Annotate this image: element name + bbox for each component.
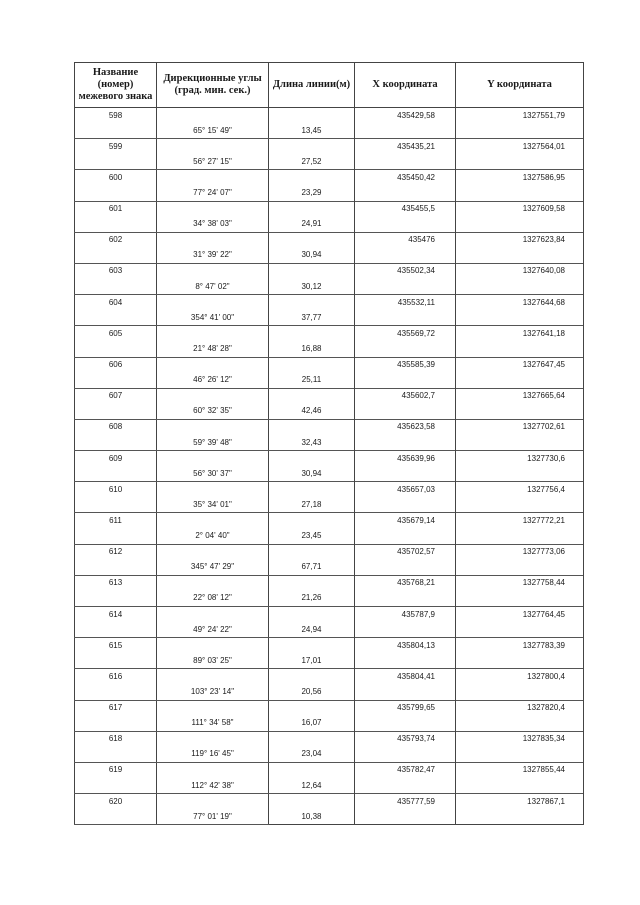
empty-cell <box>75 684 157 700</box>
table-row <box>75 279 584 295</box>
empty-cell <box>157 388 269 404</box>
empty-cell <box>269 482 355 498</box>
direction-angle: 111° 34' 58" <box>157 716 269 732</box>
direction-angle: 77° 24' 07" <box>157 185 269 201</box>
empty-cell <box>269 108 355 124</box>
x-coordinate: 435450,42 <box>355 170 456 186</box>
empty-cell <box>355 747 456 763</box>
line-length: 27,52 <box>269 154 355 170</box>
x-coordinate: 435657,03 <box>355 482 456 498</box>
line-length: 16,88 <box>269 341 355 357</box>
x-coordinate: 435787,9 <box>355 607 456 623</box>
direction-angle: 2° 04' 40" <box>157 529 269 545</box>
y-coordinate: 1327756,4 <box>456 482 584 498</box>
x-coordinate: 435502,34 <box>355 263 456 279</box>
table-row <box>75 575 584 591</box>
empty-cell <box>456 404 584 420</box>
x-coordinate: 435679,14 <box>355 513 456 529</box>
empty-cell <box>269 731 355 747</box>
empty-cell <box>355 154 456 170</box>
point-number: 606 <box>75 357 157 373</box>
x-coordinate: 435702,57 <box>355 544 456 560</box>
y-coordinate: 1327772,21 <box>456 513 584 529</box>
y-coordinate: 1327609,58 <box>456 201 584 217</box>
empty-cell <box>456 622 584 638</box>
table-row <box>75 373 584 389</box>
table-row <box>75 638 584 654</box>
x-coordinate: 435435,21 <box>355 139 456 155</box>
empty-cell <box>75 279 157 295</box>
y-coordinate: 1327783,39 <box>456 638 584 654</box>
table-row <box>75 357 584 373</box>
empty-cell <box>157 669 269 685</box>
point-number: 612 <box>75 544 157 560</box>
empty-cell <box>355 404 456 420</box>
x-coordinate: 435782,47 <box>355 762 456 778</box>
direction-angle: 22° 08' 12" <box>157 591 269 607</box>
line-length: 12,64 <box>269 778 355 794</box>
table-row <box>75 762 584 778</box>
empty-cell <box>157 295 269 311</box>
table-row <box>75 139 584 155</box>
table-row <box>75 263 584 279</box>
empty-cell <box>157 263 269 279</box>
direction-angle: 345° 47' 29" <box>157 560 269 576</box>
empty-cell <box>456 529 584 545</box>
empty-cell <box>75 248 157 264</box>
y-coordinate: 1327702,61 <box>456 419 584 435</box>
empty-cell <box>157 544 269 560</box>
direction-angle: 119° 16' 45" <box>157 747 269 763</box>
empty-cell <box>269 201 355 217</box>
empty-cell <box>157 201 269 217</box>
table-row <box>75 700 584 716</box>
line-length: 17,01 <box>269 653 355 669</box>
table-row <box>75 622 584 638</box>
empty-cell <box>75 373 157 389</box>
direction-angle: 354° 41' 00" <box>157 310 269 326</box>
y-coordinate: 1327623,84 <box>456 232 584 248</box>
x-coordinate: 435793,74 <box>355 731 456 747</box>
empty-cell <box>355 123 456 139</box>
line-length: 20,56 <box>269 684 355 700</box>
header-y: Y координата <box>456 63 584 108</box>
header-length: Длина линии(м) <box>269 63 355 108</box>
empty-cell <box>456 716 584 732</box>
empty-cell <box>269 388 355 404</box>
empty-cell <box>157 762 269 778</box>
point-number: 609 <box>75 451 157 467</box>
line-length: 23,29 <box>269 185 355 201</box>
line-length: 13,45 <box>269 123 355 139</box>
empty-cell <box>269 700 355 716</box>
line-length: 67,71 <box>269 560 355 576</box>
empty-cell <box>355 653 456 669</box>
empty-cell <box>269 638 355 654</box>
empty-cell <box>269 419 355 435</box>
table-row <box>75 809 584 825</box>
y-coordinate: 1327641,18 <box>456 326 584 342</box>
empty-cell <box>456 279 584 295</box>
direction-angle: 31° 39' 22" <box>157 248 269 264</box>
empty-cell <box>269 544 355 560</box>
y-coordinate: 1327665,64 <box>456 388 584 404</box>
empty-cell <box>157 513 269 529</box>
point-number: 604 <box>75 295 157 311</box>
table-row <box>75 669 584 685</box>
table-row <box>75 419 584 435</box>
point-number: 610 <box>75 482 157 498</box>
direction-angle: 103° 23' 14" <box>157 684 269 700</box>
empty-cell <box>456 248 584 264</box>
y-coordinate: 1327730,6 <box>456 451 584 467</box>
x-coordinate: 435804,41 <box>355 669 456 685</box>
header-name: Название (номер) межевого знака <box>75 63 157 108</box>
direction-angle: 60° 32' 35" <box>157 404 269 420</box>
empty-cell <box>157 419 269 435</box>
table-row <box>75 684 584 700</box>
table-row <box>75 123 584 139</box>
line-length: 16,07 <box>269 716 355 732</box>
x-coordinate: 435777,59 <box>355 794 456 810</box>
empty-cell <box>75 591 157 607</box>
table-row <box>75 170 584 186</box>
empty-cell <box>456 435 584 451</box>
header-x: X координата <box>355 63 456 108</box>
line-length: 25,11 <box>269 373 355 389</box>
empty-cell <box>355 279 456 295</box>
x-coordinate: 435569,72 <box>355 326 456 342</box>
y-coordinate: 1327855,44 <box>456 762 584 778</box>
empty-cell <box>75 622 157 638</box>
empty-cell <box>355 497 456 513</box>
table-row <box>75 482 584 498</box>
table-row <box>75 341 584 357</box>
empty-cell <box>75 653 157 669</box>
y-coordinate: 1327564,01 <box>456 139 584 155</box>
table-row <box>75 529 584 545</box>
empty-cell <box>269 170 355 186</box>
empty-cell <box>157 451 269 467</box>
y-coordinate: 1327800,4 <box>456 669 584 685</box>
table-row <box>75 747 584 763</box>
direction-angle: 65° 15' 49" <box>157 123 269 139</box>
empty-cell <box>355 185 456 201</box>
empty-cell <box>75 716 157 732</box>
table-row <box>75 404 584 420</box>
line-length: 32,43 <box>269 435 355 451</box>
empty-cell <box>157 326 269 342</box>
empty-cell <box>456 466 584 482</box>
empty-cell <box>157 139 269 155</box>
empty-cell <box>355 716 456 732</box>
empty-cell <box>355 622 456 638</box>
line-length: 37,77 <box>269 310 355 326</box>
y-coordinate: 1327764,45 <box>456 607 584 623</box>
point-number: 614 <box>75 607 157 623</box>
line-length: 10,38 <box>269 809 355 825</box>
empty-cell <box>157 700 269 716</box>
empty-cell <box>456 684 584 700</box>
empty-cell <box>75 497 157 513</box>
empty-cell <box>269 357 355 373</box>
line-length: 42,46 <box>269 404 355 420</box>
line-length: 30,94 <box>269 466 355 482</box>
empty-cell <box>456 310 584 326</box>
table-row <box>75 513 584 529</box>
table-row <box>75 544 584 560</box>
table-header-row <box>75 63 584 108</box>
empty-cell <box>157 607 269 623</box>
empty-cell <box>355 809 456 825</box>
empty-cell <box>157 170 269 186</box>
table-row <box>75 310 584 326</box>
table-row <box>75 185 584 201</box>
table-row <box>75 716 584 732</box>
empty-cell <box>75 466 157 482</box>
line-length: 21,26 <box>269 591 355 607</box>
empty-cell <box>269 139 355 155</box>
y-coordinate: 1327644,68 <box>456 295 584 311</box>
empty-cell <box>269 762 355 778</box>
empty-cell <box>456 341 584 357</box>
empty-cell <box>355 435 456 451</box>
y-coordinate: 1327820,4 <box>456 700 584 716</box>
x-coordinate: 435804,13 <box>355 638 456 654</box>
point-number: 620 <box>75 794 157 810</box>
empty-cell <box>456 747 584 763</box>
y-coordinate: 1327647,45 <box>456 357 584 373</box>
table-row <box>75 326 584 342</box>
empty-cell <box>269 669 355 685</box>
empty-cell <box>157 575 269 591</box>
empty-cell <box>355 591 456 607</box>
table-row <box>75 217 584 233</box>
empty-cell <box>269 575 355 591</box>
y-coordinate: 1327586,95 <box>456 170 584 186</box>
table-row <box>75 435 584 451</box>
empty-cell <box>355 684 456 700</box>
empty-cell <box>75 154 157 170</box>
point-number: 615 <box>75 638 157 654</box>
empty-cell <box>157 794 269 810</box>
table-row <box>75 201 584 217</box>
empty-cell <box>456 560 584 576</box>
x-coordinate: 435429,58 <box>355 108 456 124</box>
line-length: 24,94 <box>269 622 355 638</box>
x-coordinate: 435639,96 <box>355 451 456 467</box>
direction-angle: 59° 39' 48" <box>157 435 269 451</box>
y-coordinate: 1327758,44 <box>456 575 584 591</box>
point-number: 603 <box>75 263 157 279</box>
empty-cell <box>269 232 355 248</box>
table-row <box>75 653 584 669</box>
direction-angle: 8° 47' 02" <box>157 279 269 295</box>
y-coordinate: 1327640,08 <box>456 263 584 279</box>
line-length: 24,91 <box>269 217 355 233</box>
empty-cell <box>75 404 157 420</box>
table-row <box>75 497 584 513</box>
table-row <box>75 451 584 467</box>
point-number: 617 <box>75 700 157 716</box>
empty-cell <box>355 373 456 389</box>
empty-cell <box>75 747 157 763</box>
empty-cell <box>456 123 584 139</box>
empty-cell <box>269 326 355 342</box>
empty-cell <box>456 653 584 669</box>
x-coordinate: 435585,39 <box>355 357 456 373</box>
direction-angle: 49° 24' 22" <box>157 622 269 638</box>
empty-cell <box>75 217 157 233</box>
point-number: 601 <box>75 201 157 217</box>
empty-cell <box>355 529 456 545</box>
empty-cell <box>75 341 157 357</box>
empty-cell <box>456 154 584 170</box>
empty-cell <box>456 497 584 513</box>
point-number: 602 <box>75 232 157 248</box>
y-coordinate: 1327867,1 <box>456 794 584 810</box>
point-number: 619 <box>75 762 157 778</box>
empty-cell <box>157 482 269 498</box>
direction-angle: 112° 42' 38" <box>157 778 269 794</box>
x-coordinate: 435532,11 <box>355 295 456 311</box>
table-row <box>75 232 584 248</box>
table-row <box>75 794 584 810</box>
empty-cell <box>456 185 584 201</box>
direction-angle: 77° 01' 19" <box>157 809 269 825</box>
table-row <box>75 591 584 607</box>
empty-cell <box>355 560 456 576</box>
direction-angle: 34° 38' 03" <box>157 217 269 233</box>
y-coordinate: 1327835,34 <box>456 731 584 747</box>
empty-cell <box>269 451 355 467</box>
table-row <box>75 154 584 170</box>
table-row <box>75 607 584 623</box>
y-coordinate: 1327773,06 <box>456 544 584 560</box>
point-number: 613 <box>75 575 157 591</box>
table-body <box>75 108 584 825</box>
empty-cell <box>355 248 456 264</box>
empty-cell <box>75 123 157 139</box>
point-number: 616 <box>75 669 157 685</box>
empty-cell <box>157 357 269 373</box>
table-row <box>75 778 584 794</box>
empty-cell <box>269 295 355 311</box>
empty-cell <box>355 217 456 233</box>
empty-cell <box>355 466 456 482</box>
point-number: 618 <box>75 731 157 747</box>
x-coordinate: 435476 <box>355 232 456 248</box>
line-length: 30,94 <box>269 248 355 264</box>
empty-cell <box>157 108 269 124</box>
empty-cell <box>75 560 157 576</box>
table-row <box>75 731 584 747</box>
line-length: 30,12 <box>269 279 355 295</box>
x-coordinate: 435623,58 <box>355 419 456 435</box>
empty-cell <box>269 263 355 279</box>
table-row <box>75 295 584 311</box>
table-row <box>75 466 584 482</box>
empty-cell <box>456 591 584 607</box>
y-coordinate: 1327551,79 <box>456 108 584 124</box>
header-angles: Дирекционные углы (град. мин. сек.) <box>157 63 269 108</box>
direction-angle: 56° 30' 37" <box>157 466 269 482</box>
point-number: 600 <box>75 170 157 186</box>
empty-cell <box>355 341 456 357</box>
empty-cell <box>269 513 355 529</box>
boundary-coordinates-table <box>74 62 584 825</box>
line-length: 27,18 <box>269 497 355 513</box>
line-length: 23,45 <box>269 529 355 545</box>
x-coordinate: 435455,5 <box>355 201 456 217</box>
x-coordinate: 435602,7 <box>355 388 456 404</box>
empty-cell <box>456 373 584 389</box>
table-row <box>75 560 584 576</box>
empty-cell <box>157 638 269 654</box>
empty-cell <box>75 809 157 825</box>
direction-angle: 35° 34' 01" <box>157 497 269 513</box>
empty-cell <box>157 232 269 248</box>
point-number: 605 <box>75 326 157 342</box>
line-length: 23,04 <box>269 747 355 763</box>
empty-cell <box>75 435 157 451</box>
empty-cell <box>456 778 584 794</box>
direction-angle: 46° 26' 12" <box>157 373 269 389</box>
empty-cell <box>456 809 584 825</box>
empty-cell <box>75 185 157 201</box>
point-number: 608 <box>75 419 157 435</box>
empty-cell <box>269 607 355 623</box>
point-number: 607 <box>75 388 157 404</box>
table-row <box>75 388 584 404</box>
empty-cell <box>75 529 157 545</box>
table-row <box>75 108 584 124</box>
empty-cell <box>355 310 456 326</box>
empty-cell <box>456 217 584 233</box>
empty-cell <box>157 731 269 747</box>
table-row <box>75 248 584 264</box>
direction-angle: 89° 03' 25" <box>157 653 269 669</box>
point-number: 611 <box>75 513 157 529</box>
x-coordinate: 435768,21 <box>355 575 456 591</box>
x-coordinate: 435799,65 <box>355 700 456 716</box>
direction-angle: 56° 27' 15" <box>157 154 269 170</box>
empty-cell <box>269 794 355 810</box>
empty-cell <box>355 778 456 794</box>
point-number: 599 <box>75 139 157 155</box>
empty-cell <box>75 310 157 326</box>
direction-angle: 21° 48' 28" <box>157 341 269 357</box>
point-number: 598 <box>75 108 157 124</box>
empty-cell <box>75 778 157 794</box>
